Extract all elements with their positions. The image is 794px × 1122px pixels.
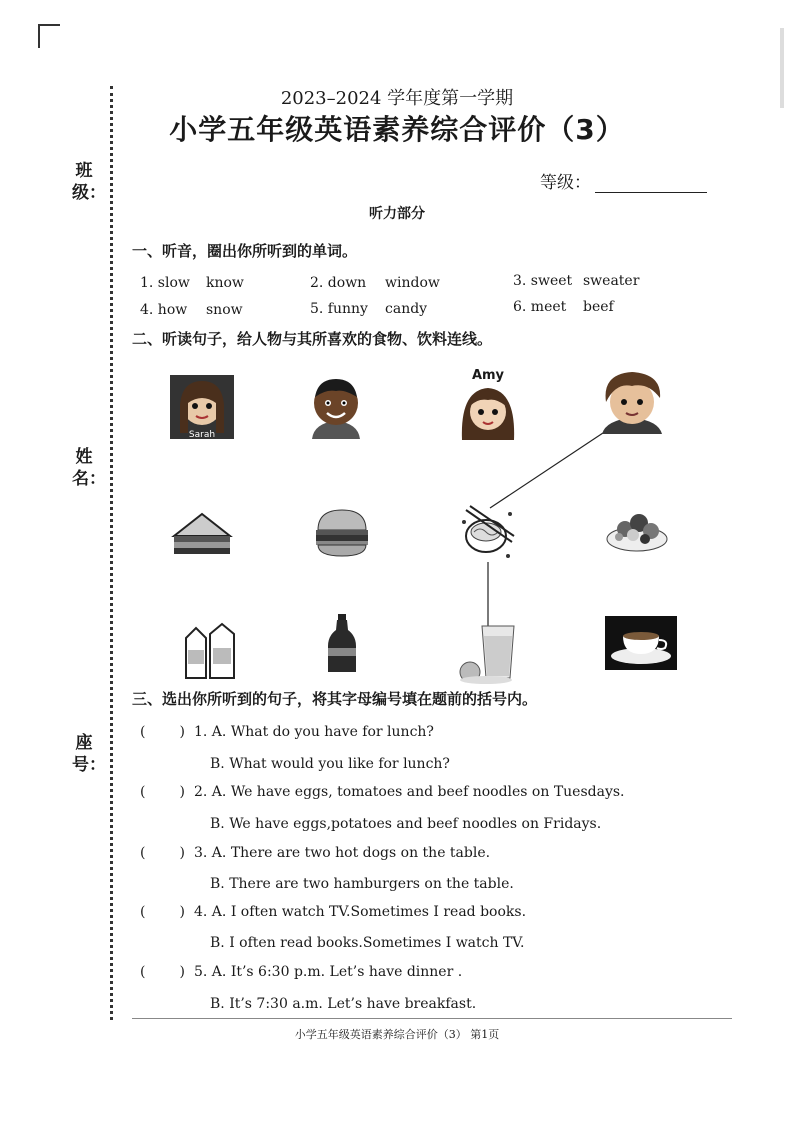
boy-icon[interactable] bbox=[304, 375, 368, 439]
side-label-name: 姓名： bbox=[72, 447, 106, 489]
q2-bracket[interactable]: ( ) bbox=[140, 784, 185, 800]
side-label-class: 班级： bbox=[72, 161, 106, 203]
page-footer: 小学五年级英语素养综合评价（3） 第1页 bbox=[294, 1028, 500, 1041]
q2-option-a: 2. A. We have eggs, tomatoes and beef noodles on Tuesdays. bbox=[194, 784, 625, 800]
p1-item-3: 3. sweet bbox=[513, 273, 573, 289]
school-year: 2023–2024 学年度第一学期 bbox=[280, 88, 514, 109]
part2-heading: 二、听读句子，给人物与其所喜欢的食物、饮料连线。 bbox=[132, 330, 493, 348]
p1-item-1: 1. slow bbox=[140, 275, 190, 291]
q4-option-a: 4. A. I often watch TV.Sometimes I read books. bbox=[194, 904, 527, 920]
part3-heading: 三、选出你所听到的句子，将其字母编号填在题前的括号内。 bbox=[132, 690, 538, 708]
hamburger-icon[interactable] bbox=[310, 500, 374, 564]
girl-amy-icon[interactable] bbox=[456, 380, 520, 444]
milk-icon[interactable] bbox=[180, 620, 244, 684]
q4-bracket[interactable]: ( ) bbox=[140, 904, 185, 920]
p1-item-6-alt: beef bbox=[583, 299, 614, 315]
p1-item-2-alt: window bbox=[385, 275, 440, 291]
q1-option-b: B. What would you like for lunch? bbox=[210, 756, 450, 772]
q1-bracket[interactable]: ( ) bbox=[140, 724, 185, 740]
p1-item-5-alt: candy bbox=[385, 301, 428, 317]
p1-item-2: 2. down bbox=[310, 275, 367, 291]
p1-item-4: 4. how bbox=[140, 302, 188, 318]
q5-option-b: B. It’s 7:30 a.m. Let’s have breakfast. bbox=[210, 996, 477, 1012]
amy-name-tag: Amy bbox=[471, 368, 505, 383]
p1-item-4-alt: snow bbox=[206, 302, 243, 318]
side-label-seat: 座号： bbox=[72, 733, 106, 775]
q3-option-a: 3. A. There are two hot dogs on the table. bbox=[194, 845, 491, 861]
noodles-icon[interactable] bbox=[456, 500, 520, 564]
salad-icon[interactable] bbox=[605, 495, 669, 559]
cola-icon[interactable] bbox=[310, 612, 374, 676]
listening-section-title: 听力部分 bbox=[369, 206, 425, 222]
footer-divider bbox=[132, 1018, 732, 1019]
p1-item-1-alt: know bbox=[206, 275, 244, 291]
tea-icon[interactable] bbox=[605, 616, 677, 670]
sandwich-icon[interactable] bbox=[170, 500, 234, 564]
p1-item-5: 5. funny bbox=[310, 301, 368, 317]
q5-bracket[interactable]: ( ) bbox=[140, 964, 185, 980]
p1-item-3-alt: sweater bbox=[583, 273, 640, 289]
grade-label: 等级： bbox=[540, 173, 591, 193]
q3-option-b: B. There are two hamburgers on the table. bbox=[210, 876, 514, 892]
juice-icon[interactable] bbox=[456, 622, 520, 686]
part1-heading: 一、听音，圈出你所听到的单词。 bbox=[132, 242, 358, 260]
q2-option-b: B. We have eggs,potatoes and beef noodles on Fridays. bbox=[210, 816, 602, 832]
girl-sarah-icon[interactable] bbox=[170, 375, 234, 439]
p1-item-6: 6. meet bbox=[513, 299, 567, 315]
q1-option-a: 1. A. What do you have for lunch? bbox=[194, 724, 434, 740]
q5-option-a: 5. A. It’s 6:30 p.m. Let’s have dinner . bbox=[194, 964, 463, 980]
boy-brown-hair-icon[interactable] bbox=[592, 368, 672, 434]
sarah-name-tag: Sarah bbox=[188, 430, 216, 439]
page-title: 小学五年级英语素养综合评价（3） bbox=[169, 113, 625, 146]
q4-option-b: B. I often read books.Sometimes I watch TV. bbox=[210, 935, 525, 951]
q3-bracket[interactable]: ( ) bbox=[140, 845, 185, 861]
